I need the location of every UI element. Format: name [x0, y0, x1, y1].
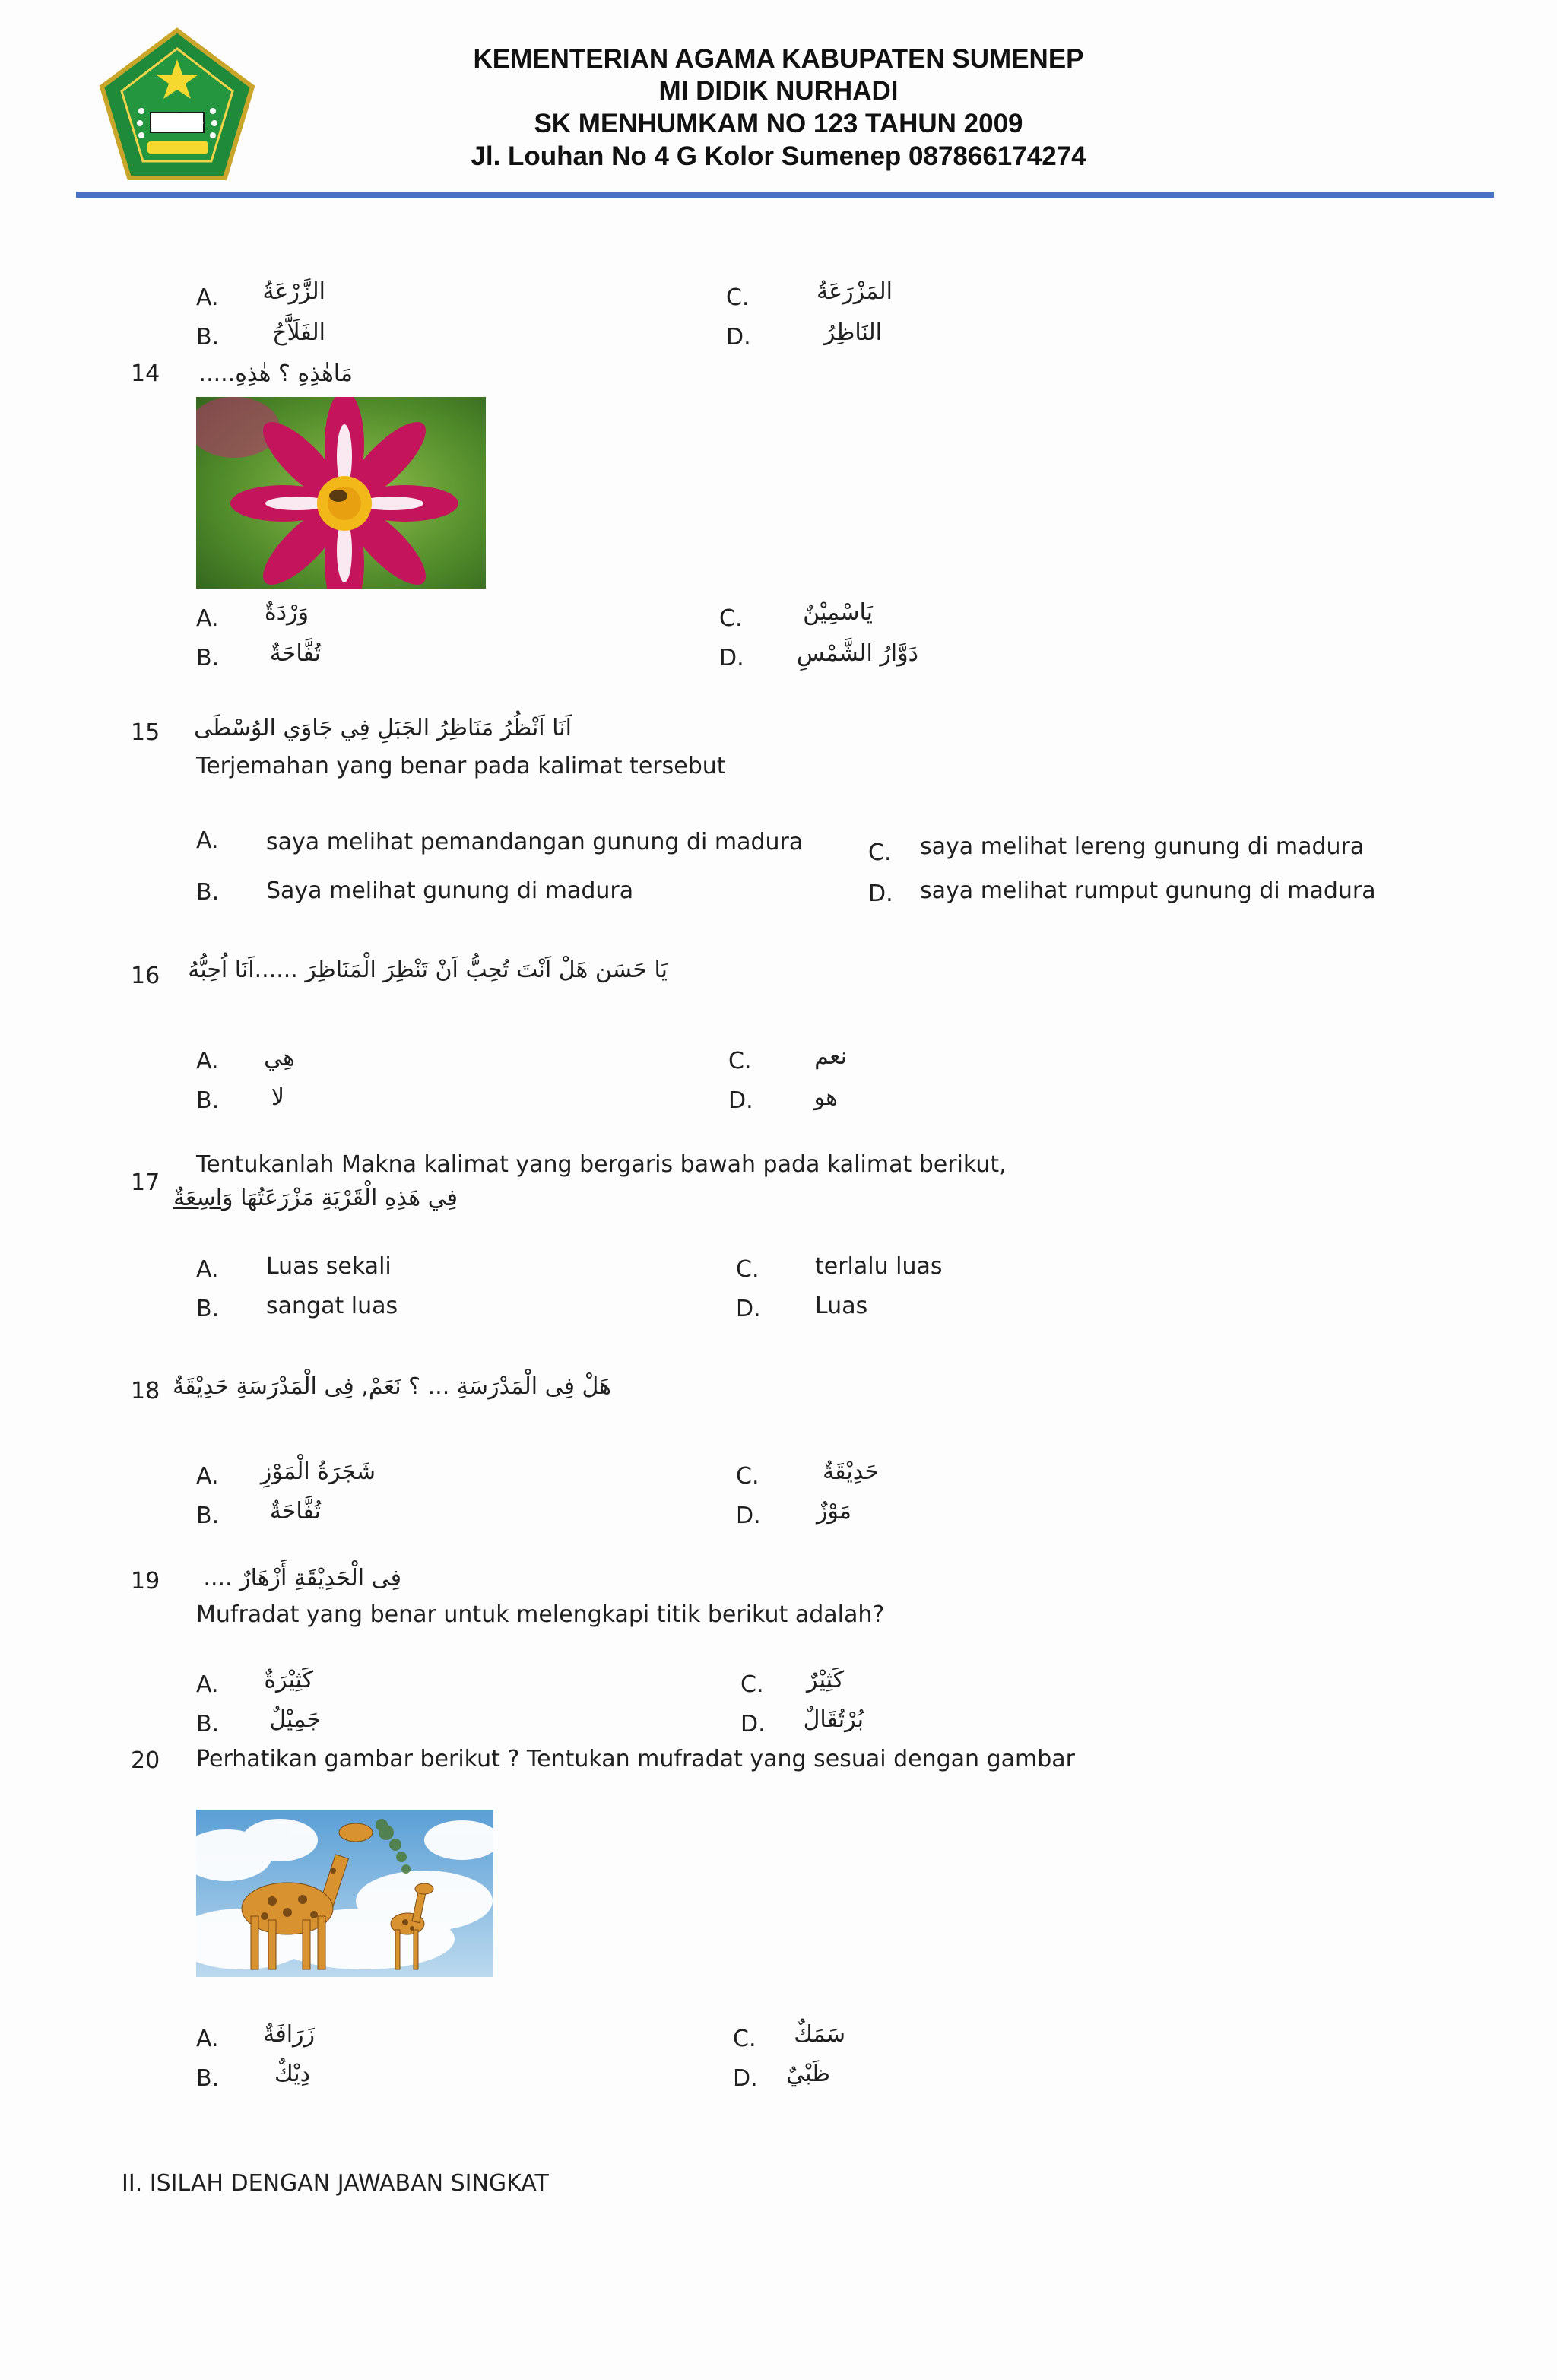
q18-option-c-letter: C.	[736, 1463, 759, 1490]
q14-option-a-letter: A.	[196, 605, 219, 632]
header-line-4: Jl. Louhan No 4 G Kolor Sumenep 087866174274	[471, 141, 1086, 171]
q20-option-d-text[interactable]: ظَبْيٌ	[786, 2061, 830, 2087]
q18-option-a-letter: A.	[196, 1463, 219, 1490]
q17-option-a-text[interactable]: Luas sekali	[266, 1253, 392, 1280]
header-line-3: SK MENHUMKAM NO 123 TAHUN 2009	[534, 109, 1023, 138]
q19-option-b-letter: B.	[196, 1711, 220, 1737]
q16-option-b-text[interactable]: لا	[271, 1084, 284, 1111]
q14-option-b-letter: B.	[196, 645, 220, 671]
q18-option-b-letter: B.	[196, 1503, 220, 1529]
q16-option-c-letter: C.	[728, 1048, 752, 1074]
q14-option-d-letter: D.	[719, 645, 744, 671]
q14-number: 14	[131, 360, 160, 387]
q15-option-b-text[interactable]: Saya melihat gunung di madura	[266, 877, 634, 904]
q17-option-d-letter: D.	[736, 1296, 761, 1322]
flower-image	[196, 397, 486, 589]
giraffe-image	[196, 1810, 493, 1977]
q13-option-c-letter: C.	[726, 284, 750, 311]
q14-option-b-text[interactable]: تُفَّاحَةٌ	[269, 640, 321, 667]
q20-question-text: Perhatikan gambar berikut ? Tentukan mufradat yang sesuai dengan gambar	[196, 1746, 1076, 1772]
q13-option-c-text[interactable]: المَزْرَعَةُ	[817, 278, 893, 305]
q18-option-d-letter: D.	[736, 1503, 761, 1529]
q20-option-d-letter: D.	[733, 2065, 758, 2092]
q17-question-arabic-underlined: وَاسِعَةٌ	[173, 1185, 233, 1211]
q15-option-a-text[interactable]: saya melihat pemandangan gunung di madura	[266, 829, 804, 855]
q20-number: 20	[131, 1747, 160, 1774]
q17-option-c-letter: C.	[736, 1256, 759, 1283]
q18-option-d-text[interactable]: مَوْزٌ	[816, 1498, 851, 1525]
q17-option-c-text[interactable]: terlalu luas	[815, 1253, 943, 1280]
q18-question: هَلْ فِى الْمَدْرَسَةِ ... ؟ نَعَمْ, فِى الْمَدْرَسَةِ حَدِيْقَةٌ	[173, 1373, 611, 1400]
q15-option-c-letter: C.	[868, 839, 892, 866]
q15-option-a-letter: A.	[196, 827, 219, 854]
q19-option-a-letter: A.	[196, 1671, 219, 1698]
q19-question-arabic: فِى الْحَدِيْقَةِ أَزْهَارٌ ....	[203, 1565, 401, 1591]
q17-number: 17	[131, 1169, 160, 1196]
q18-number: 18	[131, 1378, 160, 1404]
q13-option-a-text[interactable]: الزَّرْعَةُ	[262, 278, 325, 305]
q19-number: 19	[131, 1568, 160, 1595]
q15-option-d-text[interactable]: saya melihat rumput gunung di madura	[920, 877, 1376, 904]
q16-option-a-letter: A.	[196, 1048, 219, 1074]
q17-option-a-letter: A.	[196, 1256, 219, 1283]
q20-option-c-letter: C.	[733, 2026, 756, 2052]
q19-question-text: Mufradat yang benar untuk melengkapi titik berikut adalah?	[196, 1601, 885, 1628]
q14-option-c-letter: C.	[719, 605, 743, 632]
q19-option-c-text[interactable]: كَثِيْرٌ	[807, 1667, 844, 1693]
q19-option-a-text[interactable]: كَثِيْرَةٌ	[264, 1667, 313, 1693]
q20-option-c-text[interactable]: سَمَكٌ	[794, 2021, 845, 2048]
q15-question-arabic: اَنَا اَنْظُرُ مَنَاظِرُ الجَبَلِ فِي جَاوَي الوُسْطَى	[194, 715, 572, 741]
q15-option-d-letter: D.	[868, 881, 893, 907]
header-line-2: MI DIDIK NURHADI	[658, 76, 899, 106]
q15-option-c-text[interactable]: saya melihat lereng gunung di madura	[920, 833, 1365, 860]
q13-option-b-letter: B.	[196, 324, 220, 351]
q20-option-a-text[interactable]: زَرَافَةٌ	[263, 2021, 315, 2048]
q15-option-b-letter: B.	[196, 879, 220, 906]
q19-option-d-text[interactable]: بُرْتُقَالٌ	[803, 1706, 864, 1733]
q14-option-c-text[interactable]: يَاسْمِيْنٌ	[803, 599, 873, 626]
q16-option-d-letter: D.	[728, 1087, 753, 1114]
q14-question: مَاهٰذِهِ ؟ هٰذِهِ.....	[198, 360, 353, 387]
q17-question-arabic-plain: فِي هَذِهِ الْقَرْيَةِ مَزْرَعَتُهَا	[240, 1185, 458, 1211]
header-rule	[76, 192, 1494, 198]
q19-option-b-text[interactable]: جَمِيْلٌ	[269, 1706, 321, 1733]
q16-option-a-text[interactable]: هِي	[264, 1045, 295, 1071]
q18-option-b-text[interactable]: تُفَّاحَةٌ	[269, 1498, 321, 1525]
q16-number: 16	[131, 963, 160, 989]
q13-option-a-letter: A.	[196, 284, 219, 311]
q20-option-b-text[interactable]: دِيْكٌ	[274, 2061, 310, 2087]
q20-option-b-letter: B.	[196, 2065, 220, 2092]
q18-option-c-text[interactable]: حَدِيْقَةٌ	[823, 1458, 879, 1485]
header-line-1: KEMENTERIAN AGAMA KABUPATEN SUMENEP	[473, 44, 1084, 74]
q13-option-d-letter: D.	[726, 324, 751, 351]
q17-option-d-text[interactable]: Luas	[815, 1293, 868, 1319]
q16-question: يَا حَسَن هَلْ اَنْتَ تُحِبُّ اَنْ تَنْظِرَ الْمَنَاظِرَ ......اَنَا اُحِبُّهُ	[188, 957, 668, 983]
q18-option-a-text[interactable]: شَجَرَةُ الْمَوْزِ	[260, 1458, 376, 1485]
q17-question-arabic	[173, 1183, 458, 1214]
q17-option-b-letter: B.	[196, 1296, 220, 1322]
q16-option-b-letter: B.	[196, 1087, 220, 1114]
q16-option-c-text[interactable]: نعم	[814, 1043, 847, 1070]
q15-question-text: Terjemahan yang benar pada kalimat tersebut	[196, 753, 726, 779]
q20-option-a-letter: A.	[196, 2026, 219, 2052]
q17-question-text: Tentukanlah Makna kalimat yang bergaris bawah pada kalimat berikut,	[196, 1151, 1007, 1178]
section-title: II. ISILAH DENGAN JAWABAN SINGKAT	[122, 2170, 549, 2197]
q13-option-d-text[interactable]: النَاظِرُ	[823, 319, 882, 346]
q15-number: 15	[131, 719, 160, 746]
q19-option-d-letter: D.	[740, 1711, 766, 1737]
q14-option-a-text[interactable]: وَرْدَةٌ	[264, 599, 309, 626]
q14-option-d-text[interactable]: دَوَّارُ الشَّمْسِ	[796, 640, 918, 667]
q19-option-c-letter: C.	[740, 1671, 764, 1698]
q16-option-d-text[interactable]: هو	[813, 1084, 838, 1111]
q13-option-b-text[interactable]: الفَلَاَّحُ	[272, 319, 325, 346]
q17-option-b-text[interactable]: sangat luas	[266, 1293, 398, 1319]
